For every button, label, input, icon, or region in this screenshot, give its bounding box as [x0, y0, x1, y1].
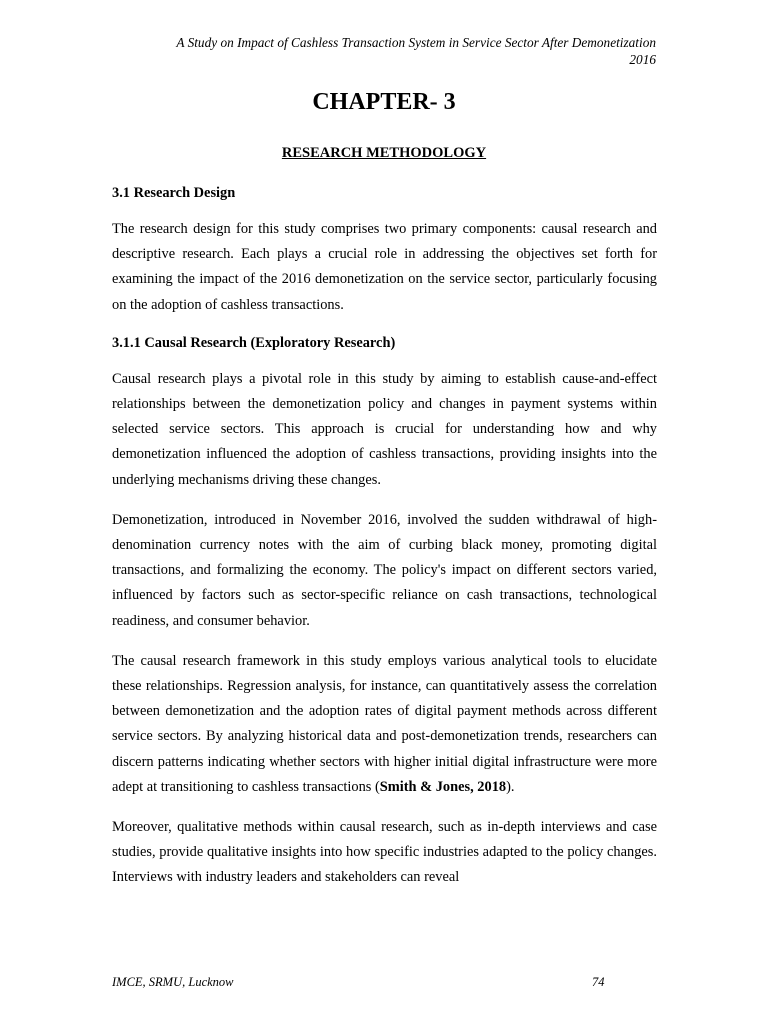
paragraph: Moreover, qualitative methods within causal research, such as in-depth interviews and case studies, provide qualitative insights into how specific industries adapted to the policy changes. Interviews with industry leaders and stakeholders can reveal: [112, 819, 657, 886]
paragraph: Demonetization, introduced in November 2016, involved the sudden withdrawal of high-denomination currency notes with the aim of curbing black money, promoting digital transactions, and formalizing the economy. The policy's impact on different sectors varied, influenced by factors such as sector-specific reliance on cash transactions, technological readiness, and consumer behavior.: [112, 511, 657, 629]
paragraph-end: ).: [506, 778, 515, 795]
page-number: 74: [592, 975, 605, 989]
section-title: RESEARCH METHODOLOGY: [281, 145, 487, 161]
heading-3-1-1: 3.1.1 Causal Research (Exploratory Research): [112, 334, 396, 351]
running-header: [96, 34, 656, 68]
header-year: 2016: [629, 52, 656, 67]
citation: Smith & Jones, 2018: [379, 778, 507, 795]
heading-3-1: 3.1 Research Design: [112, 185, 236, 201]
paragraph-text: The causal research framework in this study employs various analytical tools to elucidate these relationships. Regression analysis, for instance, can quantitatively assess the correlation between demonetization and the adoption rates of digital payment methods across different service sectors. By analyzing historical data and post-demonetization trends, researchers can discern patterns indicating whether sectors with higher initial digital infrastructure were more adept at transitioning to cashless transactions (: [112, 652, 657, 795]
chapter-title: CHAPTER- 3: [312, 89, 456, 115]
paragraph: The research design for this study comprises two primary components: causal research and descriptive research. Each plays a crucial role in addressing the objectives set forth for examining the impact of the 2016 demonetization on the service sector, particularly focusing on the adoption of cashless transactions.: [112, 221, 657, 313]
body-text: [112, 183, 657, 906]
paragraph: [112, 649, 657, 800]
paragraph: Causal research plays a pivotal role in this study by aiming to establish cause-and-effect relationships between the demonetization policy and changes in payment systems within selected service sectors. This approach is crucial for understanding how and why demonetization influenced the adoption of cashless transactions, providing insights into the underlying mechanisms driving these changes.: [112, 370, 657, 488]
header-title: A Study on Impact of Cashless Transaction System in Service Sector After Demonetization: [176, 35, 656, 50]
footer-institution: IMCE, SRMU, Lucknow: [112, 975, 234, 989]
